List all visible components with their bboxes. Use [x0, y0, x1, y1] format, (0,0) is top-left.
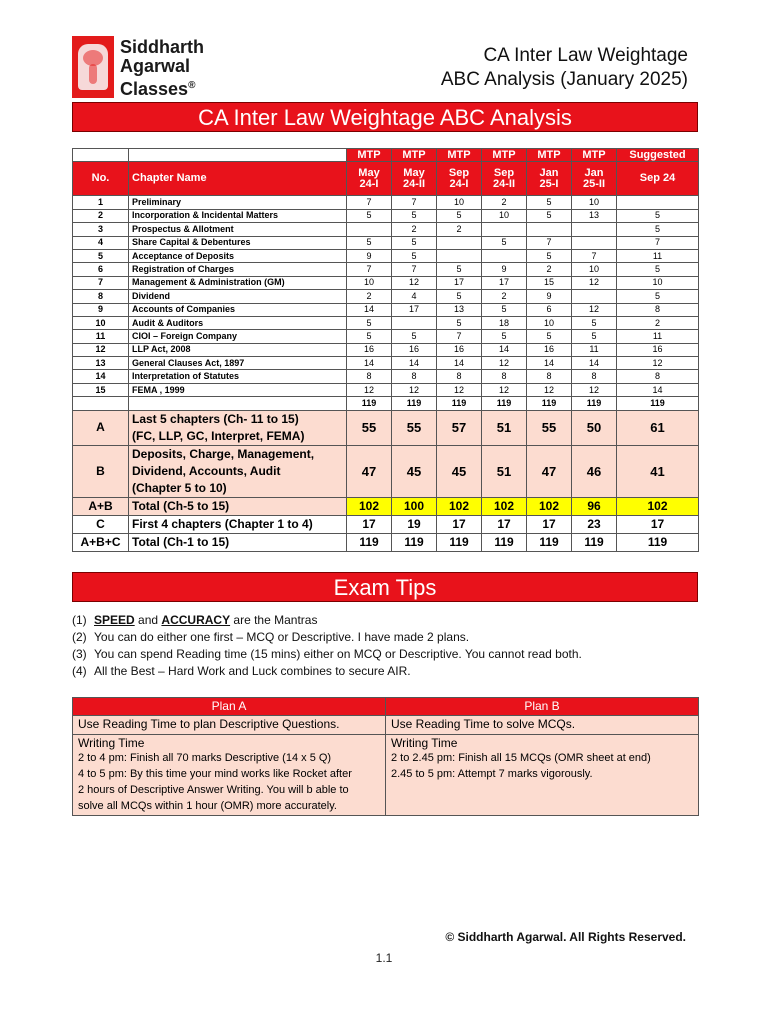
- marks-cell: 8: [437, 370, 482, 383]
- chapter-number: 7: [73, 276, 129, 289]
- marks-cell: 10: [572, 196, 617, 209]
- marks-cell: 5: [572, 330, 617, 343]
- marks-cell: 5: [437, 290, 482, 303]
- marks-cell: 8: [617, 303, 699, 316]
- group-value: 45: [437, 445, 482, 497]
- col-header-session: Sep 24-I: [437, 162, 482, 196]
- logo-text: [120, 38, 204, 99]
- chapter-number: 3: [73, 223, 129, 236]
- table-row: [73, 343, 699, 356]
- document-title: [441, 44, 688, 92]
- group-value: 102: [527, 497, 572, 515]
- marks-cell: 13: [437, 303, 482, 316]
- chapter-number: 8: [73, 290, 129, 303]
- table-row: [73, 223, 699, 236]
- marks-cell: 8: [527, 370, 572, 383]
- marks-cell: 5: [482, 236, 527, 249]
- marks-cell: 16: [617, 343, 699, 356]
- marks-cell: 7: [392, 263, 437, 276]
- col-header-session: Sep 24-II: [482, 162, 527, 196]
- copyright: © Siddharth Agarwal. All Rights Reserved.: [445, 930, 686, 944]
- marks-cell: 2: [437, 223, 482, 236]
- marks-cell: 7: [617, 236, 699, 249]
- group-value: 17: [617, 515, 699, 533]
- col-header-mtp: MTP: [527, 149, 572, 162]
- group-value: 119: [527, 533, 572, 551]
- col-header-session: Jan 25-I: [527, 162, 572, 196]
- marks-cell: 14: [617, 383, 699, 396]
- registered-mark: ®: [188, 80, 196, 91]
- weightage-table: [72, 148, 699, 552]
- chapter-name: Prospectus & Allotment: [129, 223, 347, 236]
- chapter-name: Acceptance of Deposits: [129, 249, 347, 262]
- marks-cell: 5: [527, 330, 572, 343]
- marks-cell: 16: [527, 343, 572, 356]
- group-value: 119: [572, 533, 617, 551]
- group-value: 102: [482, 497, 527, 515]
- group-value: 119: [482, 533, 527, 551]
- chapter-number: 5: [73, 249, 129, 262]
- logo-mark: [72, 36, 114, 98]
- marks-cell: [572, 236, 617, 249]
- marks-cell: 12: [572, 276, 617, 289]
- col-header-session: Jan 25-II: [572, 162, 617, 196]
- chapter-name: Preliminary: [129, 196, 347, 209]
- marks-cell: 15: [527, 276, 572, 289]
- marks-cell: 10: [617, 276, 699, 289]
- group-row-abc: [73, 533, 699, 551]
- chapter-name: Share Capital & Debentures: [129, 236, 347, 249]
- group-value: 47: [527, 445, 572, 497]
- marks-cell: 12: [572, 303, 617, 316]
- group-value: 119: [392, 533, 437, 551]
- chapter-number: 9: [73, 303, 129, 316]
- marks-cell: 12: [617, 357, 699, 370]
- marks-cell: 10: [437, 196, 482, 209]
- marks-cell: 17: [392, 303, 437, 316]
- marks-cell: 12: [527, 383, 572, 396]
- marks-cell: [482, 249, 527, 262]
- marks-cell: 2: [482, 196, 527, 209]
- marks-cell: 14: [527, 357, 572, 370]
- marks-cell: 2: [392, 223, 437, 236]
- total-cell: 119: [392, 397, 437, 410]
- group-label: A: [73, 410, 129, 445]
- empty-cell: [129, 397, 347, 410]
- table-row: [73, 357, 699, 370]
- group-description: Last 5 chapters (Ch- 11 to 15) (FC, LLP, GC, Interpret, FEMA): [129, 410, 347, 445]
- chapter-number: 1: [73, 196, 129, 209]
- analysis-banner: CA Inter Law Weightage ABC Analysis: [72, 102, 698, 132]
- marks-cell: 10: [482, 209, 527, 222]
- marks-cell: 5: [437, 209, 482, 222]
- marks-cell: 14: [482, 343, 527, 356]
- group-value: 100: [392, 497, 437, 515]
- marks-cell: 12: [392, 383, 437, 396]
- chapter-name: Dividend: [129, 290, 347, 303]
- marks-cell: 5: [527, 209, 572, 222]
- total-cell: 119: [617, 397, 699, 410]
- page-number: 1.1: [375, 951, 393, 965]
- group-value: 57: [437, 410, 482, 445]
- tip-item: (2) You can do either one first – MCQ or Descriptive. I have made 2 plans.: [72, 630, 470, 644]
- marks-cell: 17: [482, 276, 527, 289]
- marks-cell: [392, 316, 437, 329]
- marks-cell: 14: [347, 357, 392, 370]
- group-description: Total (Ch-5 to 15): [129, 497, 347, 515]
- marks-cell: 8: [392, 370, 437, 383]
- table-row: [73, 316, 699, 329]
- marks-cell: 5: [527, 249, 572, 262]
- group-value: 119: [347, 533, 392, 551]
- col-header-session: May 24-II: [392, 162, 437, 196]
- marks-cell: 14: [572, 357, 617, 370]
- table-row: [73, 236, 699, 249]
- marks-cell: 5: [347, 209, 392, 222]
- group-label: A+B+C: [73, 533, 129, 551]
- marks-cell: 2: [482, 290, 527, 303]
- marks-cell: 16: [437, 343, 482, 356]
- plan-b-header: Plan B: [386, 698, 699, 716]
- group-value: 55: [527, 410, 572, 445]
- marks-cell: [527, 223, 572, 236]
- group-value: 51: [482, 445, 527, 497]
- group-value: 46: [572, 445, 617, 497]
- marks-cell: 5: [392, 249, 437, 262]
- group-description: Total (Ch-1 to 15): [129, 533, 347, 551]
- ganesha-logo-icon: [78, 44, 108, 90]
- marks-cell: 5: [347, 330, 392, 343]
- marks-cell: 7: [572, 249, 617, 262]
- group-row-a: [73, 410, 699, 445]
- logo-line-1: Siddharth: [120, 37, 204, 57]
- marks-cell: 5: [482, 303, 527, 316]
- marks-cell: 10: [527, 316, 572, 329]
- chapter-number: 15: [73, 383, 129, 396]
- group-value: 102: [347, 497, 392, 515]
- total-cell: 119: [527, 397, 572, 410]
- marks-cell: 8: [617, 370, 699, 383]
- tip-item: (1) SPEED and ACCURACY are the Mantras: [72, 613, 318, 627]
- table-row: [73, 290, 699, 303]
- chapter-name: CIOI – Foreign Company: [129, 330, 347, 343]
- total-cell: 119: [572, 397, 617, 410]
- group-label: A+B: [73, 497, 129, 515]
- title-line-2: ABC Analysis (January 2025): [440, 69, 688, 90]
- chapter-name: FEMA , 1999: [129, 383, 347, 396]
- marks-cell: 10: [572, 263, 617, 276]
- col-header-session: May 24-I: [347, 162, 392, 196]
- marks-cell: 18: [482, 316, 527, 329]
- marks-cell: 9: [527, 290, 572, 303]
- plans-table: [72, 697, 699, 816]
- col-header-mtp: MTP: [347, 149, 392, 162]
- marks-cell: [617, 196, 699, 209]
- chapter-number: 12: [73, 343, 129, 356]
- chapter-name: Registration of Charges: [129, 263, 347, 276]
- group-value: 102: [437, 497, 482, 515]
- marks-cell: [437, 249, 482, 262]
- group-label: B: [73, 445, 129, 497]
- group-value: 47: [347, 445, 392, 497]
- marks-cell: 5: [617, 223, 699, 236]
- marks-cell: 7: [527, 236, 572, 249]
- total-row: [73, 397, 699, 410]
- plan-a-header: Plan A: [73, 698, 386, 716]
- marks-cell: 17: [437, 276, 482, 289]
- marks-cell: 5: [437, 316, 482, 329]
- marks-cell: 12: [392, 276, 437, 289]
- total-cell: 119: [482, 397, 527, 410]
- group-value: 61: [617, 410, 699, 445]
- marks-cell: 5: [392, 330, 437, 343]
- marks-cell: 7: [347, 263, 392, 276]
- marks-cell: 9: [482, 263, 527, 276]
- marks-cell: 14: [392, 357, 437, 370]
- group-value: 96: [572, 497, 617, 515]
- group-row-b: [73, 445, 699, 497]
- group-description: Deposits, Charge, Management, Dividend, Accounts, Audit (Chapter 5 to 10): [129, 445, 347, 497]
- marks-cell: 9: [347, 249, 392, 262]
- group-value: 17: [482, 515, 527, 533]
- logo-line-3: Classes: [120, 79, 189, 99]
- chapter-number: 4: [73, 236, 129, 249]
- chapter-number: 13: [73, 357, 129, 370]
- marks-cell: 5: [617, 263, 699, 276]
- table-row: [73, 249, 699, 262]
- col-header-suggested-session: Sep 24: [617, 162, 699, 196]
- group-value: 17: [527, 515, 572, 533]
- marks-cell: 2: [527, 263, 572, 276]
- tip-item: (3) You can spend Reading time (15 mins) either on MCQ or Descriptive. You cannot read both.: [72, 647, 582, 661]
- plan-a-reading: Use Reading Time to plan Descriptive Questions.: [73, 716, 386, 735]
- table-row: [73, 276, 699, 289]
- marks-cell: 11: [572, 343, 617, 356]
- marks-cell: 7: [392, 196, 437, 209]
- group-value: 45: [392, 445, 437, 497]
- chapter-name: General Clauses Act, 1897: [129, 357, 347, 370]
- marks-cell: 12: [572, 383, 617, 396]
- col-header-mtp: MTP: [437, 149, 482, 162]
- table-row: [73, 330, 699, 343]
- plan-b-writing: Writing Time 2 to 2.45 pm: Finish all 15 MCQs (OMR sheet at end) 2.45 to 5 pm: Attempt 7 marks vigorously.: [386, 735, 699, 816]
- marks-cell: 7: [347, 196, 392, 209]
- chapter-number: 6: [73, 263, 129, 276]
- logo-line-2: Agarwal: [120, 56, 191, 76]
- marks-cell: 16: [392, 343, 437, 356]
- marks-cell: 5: [437, 263, 482, 276]
- marks-cell: 11: [617, 249, 699, 262]
- plan-a-writing: Writing Time 2 to 4 pm: Finish all 70 marks Descriptive (14 x 5 Q) 4 to 5 pm: By this time your mind works like Rocket after 2 hours of Descriptive Answer Writing. You will b able to solve all MCQs within 1 hour (OMR) more accurately.: [73, 735, 386, 816]
- marks-cell: 11: [617, 330, 699, 343]
- marks-cell: 5: [347, 316, 392, 329]
- header-row-sessions: [73, 162, 699, 196]
- chapter-name: Interpretation of Statutes: [129, 370, 347, 383]
- marks-cell: 5: [347, 236, 392, 249]
- table-row: [73, 370, 699, 383]
- chapter-number: 2: [73, 209, 129, 222]
- marks-cell: 2: [347, 290, 392, 303]
- group-row-c: [73, 515, 699, 533]
- empty-cell: [73, 397, 129, 410]
- group-value: 41: [617, 445, 699, 497]
- table-row: [73, 303, 699, 316]
- marks-cell: 12: [482, 383, 527, 396]
- marks-cell: 13: [572, 209, 617, 222]
- exam-tips-banner: Exam Tips: [72, 572, 698, 602]
- marks-cell: 14: [437, 357, 482, 370]
- marks-cell: [347, 223, 392, 236]
- chapter-name: Accounts of Companies: [129, 303, 347, 316]
- marks-cell: 12: [347, 383, 392, 396]
- total-cell: 119: [437, 397, 482, 410]
- marks-cell: 5: [617, 209, 699, 222]
- total-cell: 119: [347, 397, 392, 410]
- tip-item: (4) All the Best – Hard Work and Luck combines to secure AIR.: [72, 664, 411, 678]
- chapter-number: 11: [73, 330, 129, 343]
- marks-cell: 5: [572, 316, 617, 329]
- group-value: 23: [572, 515, 617, 533]
- group-value: 17: [437, 515, 482, 533]
- marks-cell: [482, 223, 527, 236]
- marks-cell: 6: [527, 303, 572, 316]
- chapter-name: LLP Act, 2008: [129, 343, 347, 356]
- group-value: 55: [347, 410, 392, 445]
- marks-cell: [572, 223, 617, 236]
- chapter-number: 10: [73, 316, 129, 329]
- group-value: 19: [392, 515, 437, 533]
- marks-cell: [572, 290, 617, 303]
- marks-cell: 5: [392, 236, 437, 249]
- marks-cell: 4: [392, 290, 437, 303]
- marks-cell: 14: [347, 303, 392, 316]
- group-value: 50: [572, 410, 617, 445]
- table-row: [73, 263, 699, 276]
- col-header-chapter: Chapter Name: [129, 162, 347, 196]
- chapter-name: Management & Administration (GM): [129, 276, 347, 289]
- col-header-mtp: MTP: [392, 149, 437, 162]
- plan-b-reading: Use Reading Time to solve MCQs.: [386, 716, 699, 735]
- table-row: [73, 196, 699, 209]
- header-row-top: [73, 149, 699, 162]
- marks-cell: 7: [437, 330, 482, 343]
- marks-cell: 8: [347, 370, 392, 383]
- marks-cell: 5: [617, 290, 699, 303]
- marks-cell: 16: [347, 343, 392, 356]
- chapter-name: Audit & Auditors: [129, 316, 347, 329]
- group-value: 17: [347, 515, 392, 533]
- group-description: First 4 chapters (Chapter 1 to 4): [129, 515, 347, 533]
- marks-cell: 12: [482, 357, 527, 370]
- marks-cell: 12: [437, 383, 482, 396]
- col-header-suggested: Suggested: [617, 149, 699, 162]
- marks-cell: 5: [527, 196, 572, 209]
- marks-cell: 5: [392, 209, 437, 222]
- marks-cell: 5: [482, 330, 527, 343]
- group-value: 55: [392, 410, 437, 445]
- col-header-mtp: MTP: [482, 149, 527, 162]
- chapter-number: 14: [73, 370, 129, 383]
- marks-cell: 8: [482, 370, 527, 383]
- group-value: 102: [617, 497, 699, 515]
- col-header-no: No.: [73, 162, 129, 196]
- exam-tips-list: [72, 612, 698, 680]
- group-value: 119: [617, 533, 699, 551]
- chapter-name: Incorporation & Incidental Matters: [129, 209, 347, 222]
- marks-cell: 8: [572, 370, 617, 383]
- group-value: 119: [437, 533, 482, 551]
- col-header-mtp: MTP: [572, 149, 617, 162]
- table-row: [73, 383, 699, 396]
- table-row: [73, 209, 699, 222]
- group-row-ab: [73, 497, 699, 515]
- group-value: 51: [482, 410, 527, 445]
- marks-cell: 2: [617, 316, 699, 329]
- marks-cell: [437, 236, 482, 249]
- group-label: C: [73, 515, 129, 533]
- title-line-1: CA Inter Law Weightage: [483, 45, 688, 66]
- marks-cell: 10: [347, 276, 392, 289]
